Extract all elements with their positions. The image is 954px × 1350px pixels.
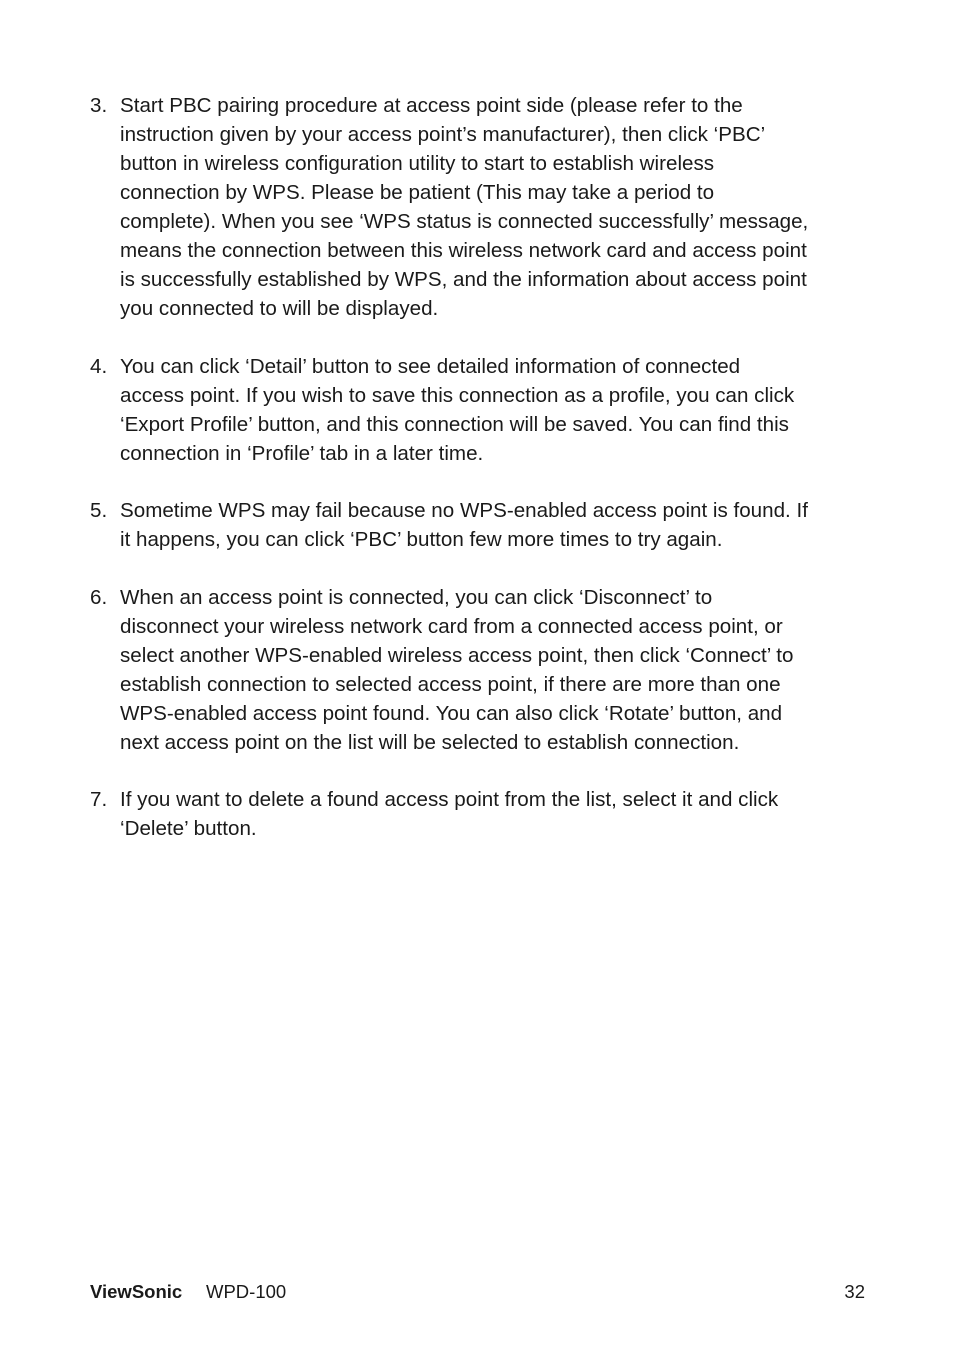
footer-model: WPD-100 (206, 1281, 287, 1302)
page-number: 32 (844, 1281, 865, 1302)
page-footer (90, 1280, 865, 1304)
step-text: Start PBC pairing procedure at access point side (please refer to the instruction given by your access point’s manufacturer), then click ‘PBC’ button in wireless configuration utility to start to establish wireless connection by WPS. Please be patient (This may take a period to complete). When you see ‘WPS status is connected successfully’ message, means the connection between this wireless network card and access point is successfully established by WPS, and the information about access point you connected to will be displayed. (120, 94, 809, 320)
step-text: You can click ‘Detail’ button to see detailed information of connected access point. If you wish to save this connection as a profile, you can click ‘Export Profile’ button, and this connection will be saved. You can find this connection in ‘Profile’ tab in a later time. (120, 354, 795, 465)
step-number: 5. (90, 499, 108, 522)
step-text: When an access point is connected, you can click ‘Disconnect’ to disconnect your wireless network card from a connected access point, or select another WPS-enabled wireless access point, then click ‘Connect’ to establish connection to selected access point, if there are more than one WPS-enabled access point found. You can also click ‘Rotate’ button, and next access point on the list will be selected to establish connection. (120, 585, 794, 754)
step-4 (90, 352, 880, 468)
step-text: If you want to delete a found access point from the list, select it and click ‘Delete’ button. (120, 788, 779, 840)
footer-brand: ViewSonic (90, 1281, 183, 1302)
instruction-steps (90, 91, 880, 872)
step-text: Sometime WPS may fail because no WPS-enabled access point is found. If it happens, you can click ‘PBC’ button few more times to try again. (120, 499, 808, 551)
step-3 (90, 91, 880, 323)
step-number: 4. (90, 354, 108, 378)
step-number: 3. (90, 94, 108, 117)
step-6 (90, 583, 880, 757)
step-7 (90, 785, 880, 843)
step-number: 6. (90, 585, 108, 609)
step-number: 7. (90, 788, 108, 811)
step-5 (90, 496, 880, 554)
